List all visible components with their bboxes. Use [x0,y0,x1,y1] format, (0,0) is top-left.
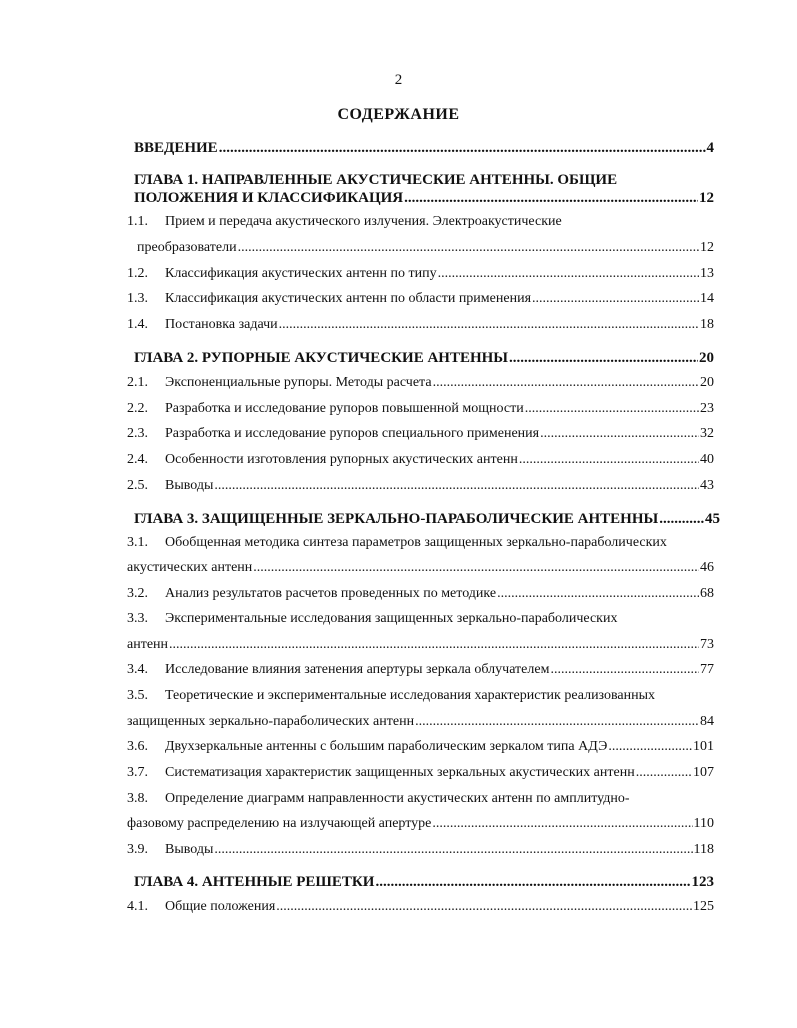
toc-entry-3-7: 3.7. Систематизация характеристик защищенных зеркальных акустических антенн ..... 107 [127,765,714,781]
toc-entry-4-1: 4.1. Общие положения ..... 125 [127,899,714,915]
toc-entry-3-9: 3.9. Выводы ..... 118 [127,842,714,858]
toc-entry-chapter-4: ГЛАВА 4. АНТЕННЫЕ РЕШЕТКИ ..... 123 [134,874,714,891]
toc-entry-2-2: 2.2. Разработка и исследование рупоров повышенной мощности ..... 23 [127,401,714,417]
toc-title: СОДЕРЖАНИЕ [337,106,460,123]
toc-entry-3-3-line1: 3.3. Экспериментальные исследования защищенных зеркально-параболических [127,611,618,626]
toc-entry-1-1: преобразователи ..... 12 [137,240,714,256]
toc-entry-3-6: 3.6. Двухзеркальные антенны с большим параболическим зеркалом типа АДЭ ..... 101 [127,739,714,755]
toc-entry-2-4: 2.4. Особенности изготовления рупорных акустических антенн ..... 40 [127,452,714,468]
toc-chapter-1-line1: ГЛАВА 1. НАПРАВЛЕННЫЕ АКУСТИЧЕСКИЕ АНТЕННЫ. ОБЩИЕ [134,172,618,188]
toc-entry-1-2: 1.2. Классификация акустических антенн по типу ..... 13 [127,266,714,282]
toc-entry-2-1: 2.1. Экспоненциальные рупоры. Методы расчета ..... 20 [127,375,714,391]
toc-entry-2-3: 2.3. Разработка и исследование рупоров специального применения ..... 32 [127,426,714,442]
toc-entry-3-4: 3.4. Исследование влияния затенения апертуры зеркала облучателем ..... 77 [127,662,714,678]
toc-entry-3-1-line1: 3.1. Обобщенная методика синтеза параметров защищенных зеркально-параболических [127,535,667,550]
toc-entry-1-4: 1.4. Постановка задачи ..... 18 [127,317,714,333]
toc-entry-3-2: 3.2. Анализ результатов расчетов проведенных по методике ..... 68 [127,586,714,602]
toc-entry-3-5: защищенных зеркально-параболических антенн ..... 84 [127,714,714,730]
toc-entry-3-8-line1: 3.8. Определение диаграмм направленности акустических антенн по амплитудно- [127,791,630,806]
toc-entry-1-1-line1: 1.1. Прием и передача акустического излучения. Электроакустические [127,214,562,229]
page-number: 2 [394,72,403,88]
toc-entry-chapter-2: ГЛАВА 2. РУПОРНЫЕ АКУСТИЧЕСКИЕ АНТЕННЫ ..... 20 [134,350,714,367]
toc-entry-intro: ВВЕДЕНИЕ ..... 4 [134,140,714,157]
toc-entry-2-5: 2.5. Выводы ..... 43 [127,478,714,494]
toc-entry-3-1: акустических антенн ..... 46 [127,560,714,576]
toc-entry-chapter-1: ПОЛОЖЕНИЯ И КЛАССИФИКАЦИЯ ..... 12 [134,190,714,207]
toc-entry-chapter-3: ГЛАВА 3. ЗАЩИЩЕННЫЕ ЗЕРКАЛЬНО-ПАРАБОЛИЧЕСКИЕ АНТЕННЫ ..... 45 [134,511,720,528]
toc-entry-3-8: фазовому распределению на излучающей апертуре ..... 110 [127,816,714,832]
toc-entry-1-3: 1.3. Классификация акустических антенн по области применения ..... 14 [127,291,714,307]
toc-entry-3-3: антенн ..... 73 [127,637,714,653]
toc-entry-3-5-line1: 3.5. Теоретические и экспериментальные исследования характеристик реализованных [127,688,656,703]
